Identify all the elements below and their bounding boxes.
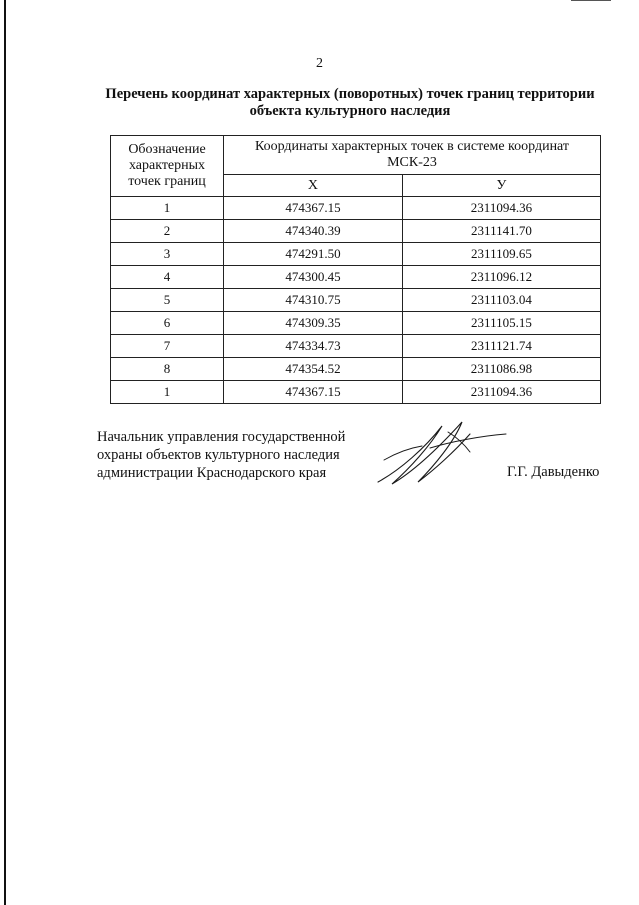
position-line-3: администрации Краснодарского края — [97, 465, 327, 481]
cell-x: 474300.45 — [224, 266, 403, 289]
table-row — [111, 266, 601, 289]
page-number: 2 — [316, 56, 323, 71]
scan-top-mark — [571, 0, 611, 3]
cell-point: 8 — [111, 358, 224, 381]
cell-x: 474367.15 — [224, 381, 403, 404]
table-row — [111, 289, 601, 312]
header-x: Х — [224, 175, 403, 197]
cell-point: 5 — [111, 289, 224, 312]
page-border-line — [4, 0, 6, 905]
document-title-line-2: объекта культурного наследия — [249, 103, 451, 119]
cell-y: 2311109.65 — [402, 243, 600, 266]
table-row — [111, 335, 601, 358]
cell-point: 3 — [111, 243, 224, 266]
table-row — [111, 312, 601, 335]
header-point-designation — [111, 136, 224, 197]
cell-point: 4 — [111, 266, 224, 289]
table-row — [111, 197, 601, 220]
cell-point: 1 — [111, 381, 224, 404]
cell-y: 2311086.98 — [402, 358, 600, 381]
position-line-2: охраны объектов культурного наследия — [97, 447, 340, 463]
table-row — [111, 220, 601, 243]
cell-y: 2311141.70 — [402, 220, 600, 243]
header-coords-line-2: МСК-23 — [387, 155, 437, 171]
header-coords-line-1: Координаты характерных точек в системе координат — [254, 139, 570, 155]
header-point-line-1: Обозначение — [128, 142, 206, 157]
cell-x: 474310.75 — [224, 289, 403, 312]
coordinates-table — [110, 135, 601, 404]
header-y: У — [402, 175, 600, 197]
table-row — [111, 358, 601, 381]
cell-y: 2311096.12 — [402, 266, 600, 289]
handwritten-signature — [370, 412, 510, 492]
table-row — [111, 381, 601, 404]
document-title — [80, 86, 620, 120]
signatory-position — [97, 428, 345, 482]
cell-point: 6 — [111, 312, 224, 335]
cell-y: 2311121.74 — [402, 335, 600, 358]
header-point-line-3: точек границ — [128, 174, 206, 189]
header-point-line-2: характерных — [128, 158, 206, 173]
signer-name: Г.Г. Давыденко — [507, 464, 600, 480]
header-coordinates — [224, 136, 601, 175]
cell-x: 474291.50 — [224, 243, 403, 266]
cell-x: 474334.73 — [224, 335, 403, 358]
cell-y: 2311094.36 — [402, 381, 600, 404]
cell-y: 2311105.15 — [402, 312, 600, 335]
table-row — [111, 243, 601, 266]
cell-x: 474367.15 — [224, 197, 403, 220]
cell-x: 474309.35 — [224, 312, 403, 335]
position-line-1: Начальник управления государственной — [97, 429, 346, 445]
cell-y: 2311103.04 — [402, 289, 600, 312]
cell-point: 2 — [111, 220, 224, 243]
cell-point: 1 — [111, 197, 224, 220]
cell-x: 474354.52 — [224, 358, 403, 381]
cell-y: 2311094.36 — [402, 197, 600, 220]
document-title-line-1: Перечень координат характерных (поворотных) точек границ территории — [105, 86, 595, 102]
cell-point: 7 — [111, 335, 224, 358]
cell-x: 474340.39 — [224, 220, 403, 243]
